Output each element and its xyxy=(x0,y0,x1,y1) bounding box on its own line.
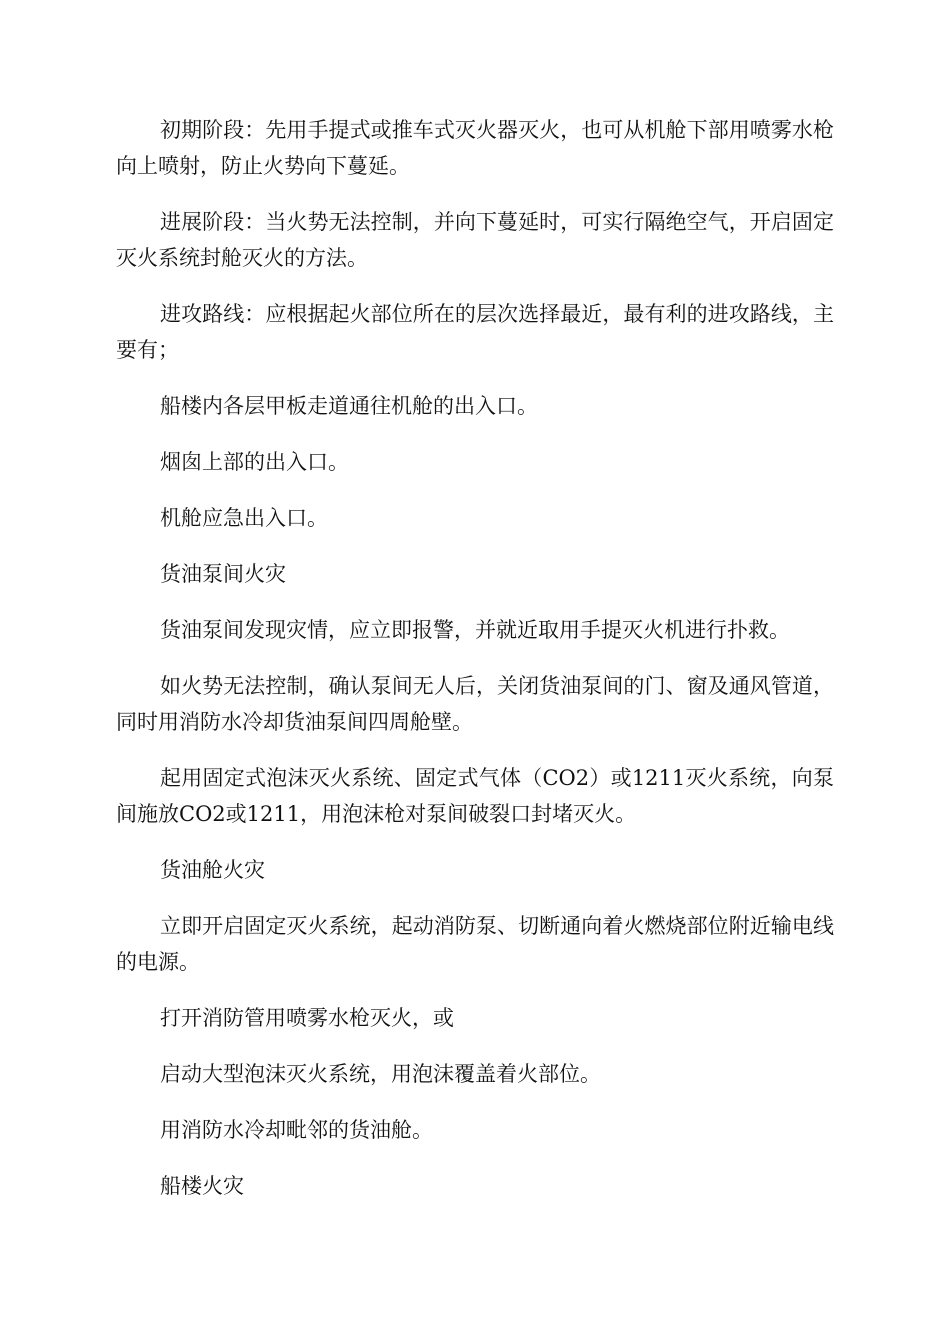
paragraph-progress-stage: 进展阶段：当火势无法控制，并向下蔓延时，可实行隔绝空气，开启固定灭火系统封舱灭火的方法。 xyxy=(116,210,834,270)
paragraph-cargo-tank-4: 用消防水冷却毗邻的货油舱。 xyxy=(160,1118,433,1142)
paragraph-pump-room-1: 货油泵间发现灾情，应立即报警，并就近取用手提灭火机进行扑救。 xyxy=(160,618,790,642)
paragraph-cargo-tank-1: 立即开启固定灭火系统，起动消防泵、切断通向着火燃烧部位附近输电线的电源。 xyxy=(116,914,834,974)
paragraph-cargo-tank-2: 打开消防管用喷雾水枪灭火，或 xyxy=(160,1006,454,1030)
paragraph-attack-route: 进攻路线：应根据起火部位所在的层次选择最近，最有利的进攻路线，主要有； xyxy=(116,302,834,362)
paragraph-route-1: 船楼内各层甲板走道通往机舱的出入口。 xyxy=(160,394,538,418)
document-body xyxy=(116,112,834,1224)
heading-superstructure-fire: 船楼火灾 xyxy=(160,1174,244,1198)
heading-cargo-tank-fire: 货油舱火灾 xyxy=(160,858,265,882)
paragraph-route-3: 机舱应急出入口。 xyxy=(160,506,328,530)
paragraph-pump-room-2: 如火势无法控制，确认泵间无人后，关闭货油泵间的门、窗及通风管道，同时用消防水冷却货油泵间四周舱壁。 xyxy=(116,674,834,734)
paragraph-route-2: 烟囱上部的出入口。 xyxy=(160,450,349,474)
heading-pump-room-fire: 货油泵间火灾 xyxy=(160,562,286,586)
paragraph-pump-room-3: 起用固定式泡沫灭火系统、固定式气体（CO2）或1211灭火系统，向泵间施放CO2或1211，用泡沫枪对泵间破裂口封堵灭火。 xyxy=(116,766,834,826)
paragraph-initial-stage: 初期阶段：先用手提式或推车式灭火器灭火，也可从机舱下部用喷雾水枪向上喷射，防止火势向下蔓延。 xyxy=(116,118,834,178)
paragraph-cargo-tank-3: 启动大型泡沫灭火系统，用泡沫覆盖着火部位。 xyxy=(160,1062,601,1086)
